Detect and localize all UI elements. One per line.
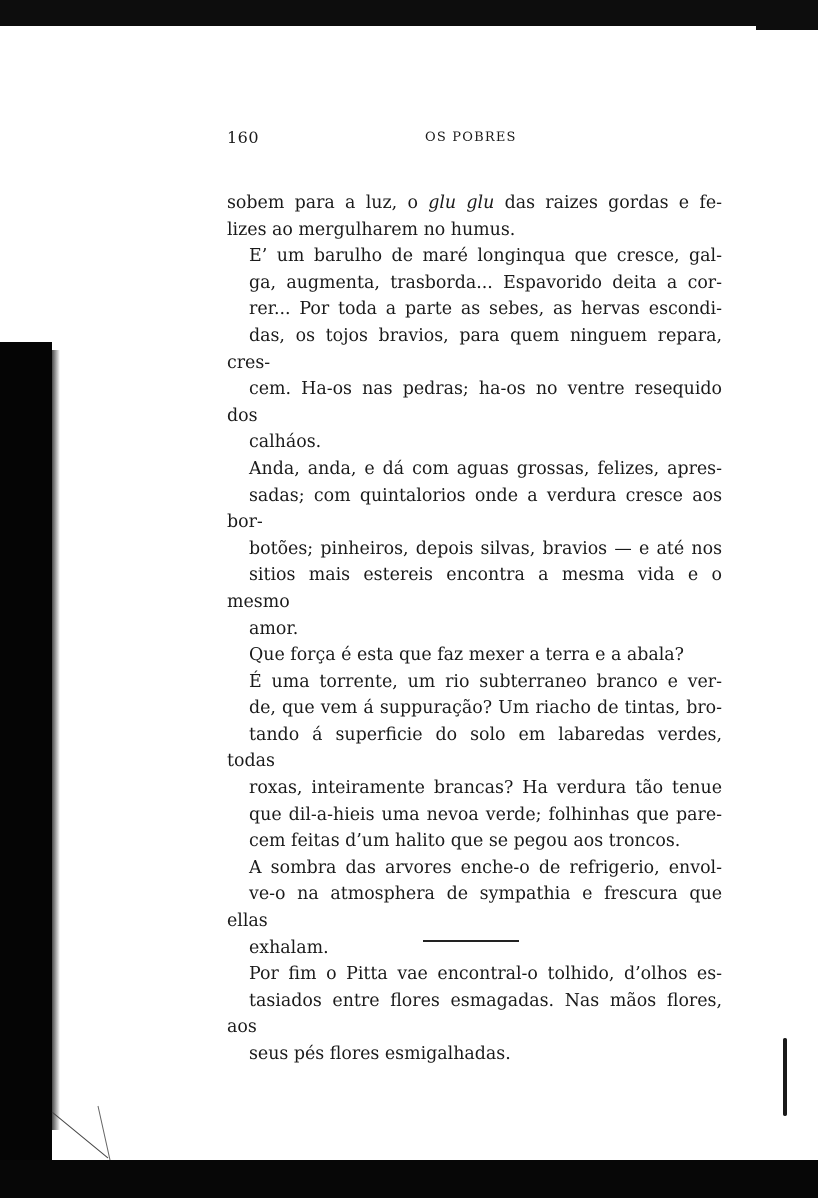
text-line: roxas, inteiramente brancas? Ha verdura tão tenue xyxy=(249,778,722,799)
text-line: das, os tojos bravios, para quem ninguem repara, cres- xyxy=(227,325,722,373)
text-line: rer... Por toda a parte as sebes, as hervas escondi- xyxy=(249,299,722,320)
page-body-text xyxy=(227,190,722,1068)
chapter-end-rule xyxy=(423,940,519,942)
scan-left-binding-edge xyxy=(52,350,60,1130)
text-line: Por fim o Pitta vae encontral-o tolhido, d’olhos es- xyxy=(249,964,722,985)
text-line: tando á superficie do solo em labaredas verdes, todas xyxy=(227,724,722,772)
text-line: A sombra das arvores enche-o de refrigerio, envol- xyxy=(249,857,722,878)
text-line: cem feitas d’um halito que se pegou aos troncos. xyxy=(249,831,681,852)
text-line: Anda, anda, e dá com aguas grossas, felizes, apres- xyxy=(249,458,722,479)
text-line: cem. Ha-os nas pedras; ha-os no ventre resequido dos xyxy=(227,379,722,426)
scan-top-border xyxy=(0,0,818,26)
paragraph-6 xyxy=(227,855,722,961)
paragraph-7 xyxy=(227,961,722,1067)
page-header xyxy=(227,128,722,152)
text-line: exhalam. xyxy=(249,937,329,958)
text-line: sobem para a luz, o glu glu das raizes gordas e fe- xyxy=(227,193,722,213)
text-line: ve-o na atmosphera de sympathia e frescura que ellas xyxy=(227,884,722,932)
text-line: calháos. xyxy=(249,432,322,453)
scan-left-binding-shadow xyxy=(0,342,52,1160)
text-line: lizes ao mergulharem no humus. xyxy=(227,219,516,240)
text-line: ga, augmenta, trasborda... Espavorido deita a cor- xyxy=(249,272,722,293)
text-line: sitios mais estereis encontra a mesma vida e o mesmo xyxy=(227,565,722,612)
scan-corner-marks xyxy=(50,1100,120,1162)
scan-mark-right xyxy=(783,1038,787,1116)
italic-glu-glu: glu glu xyxy=(428,193,495,213)
text-line: amor. xyxy=(249,618,299,639)
text-line: sadas; com quintalorios onde a verdura cresce aos bor- xyxy=(227,485,722,533)
paragraph-4 xyxy=(227,642,722,669)
text-line: E’ um barulho de maré longinqua que cresce, gal- xyxy=(249,246,722,267)
text-line: de, que vem á suppuração? Um riacho de tintas, bro- xyxy=(249,698,722,719)
paragraph-2 xyxy=(227,243,722,456)
scan-top-border-tail xyxy=(756,24,818,30)
text-line: seus pés flores esmigalhadas. xyxy=(249,1044,511,1064)
scan-stray-line xyxy=(52,1112,108,1158)
paragraph-5 xyxy=(227,669,722,855)
running-title: OS POBRES xyxy=(425,130,517,145)
text-line: É uma torrente, um rio subterraneo branco e ver- xyxy=(249,671,722,692)
page-number: 160 xyxy=(227,128,260,147)
scan-bottom-border xyxy=(0,1160,818,1198)
paragraph-1 xyxy=(227,190,722,243)
text-line: que dil-a-hieis uma nevoa verde; folhinhas que pare- xyxy=(249,804,722,825)
text-line: botões; pinheiros, depois silvas, bravios — e até nos xyxy=(249,538,722,559)
text-line: Que força é esta que faz mexer a terra e a abala? xyxy=(249,645,684,666)
paragraph-3 xyxy=(227,456,722,642)
text-line: tasiados entre flores esmagadas. Nas mãos flores, aos xyxy=(227,990,722,1038)
